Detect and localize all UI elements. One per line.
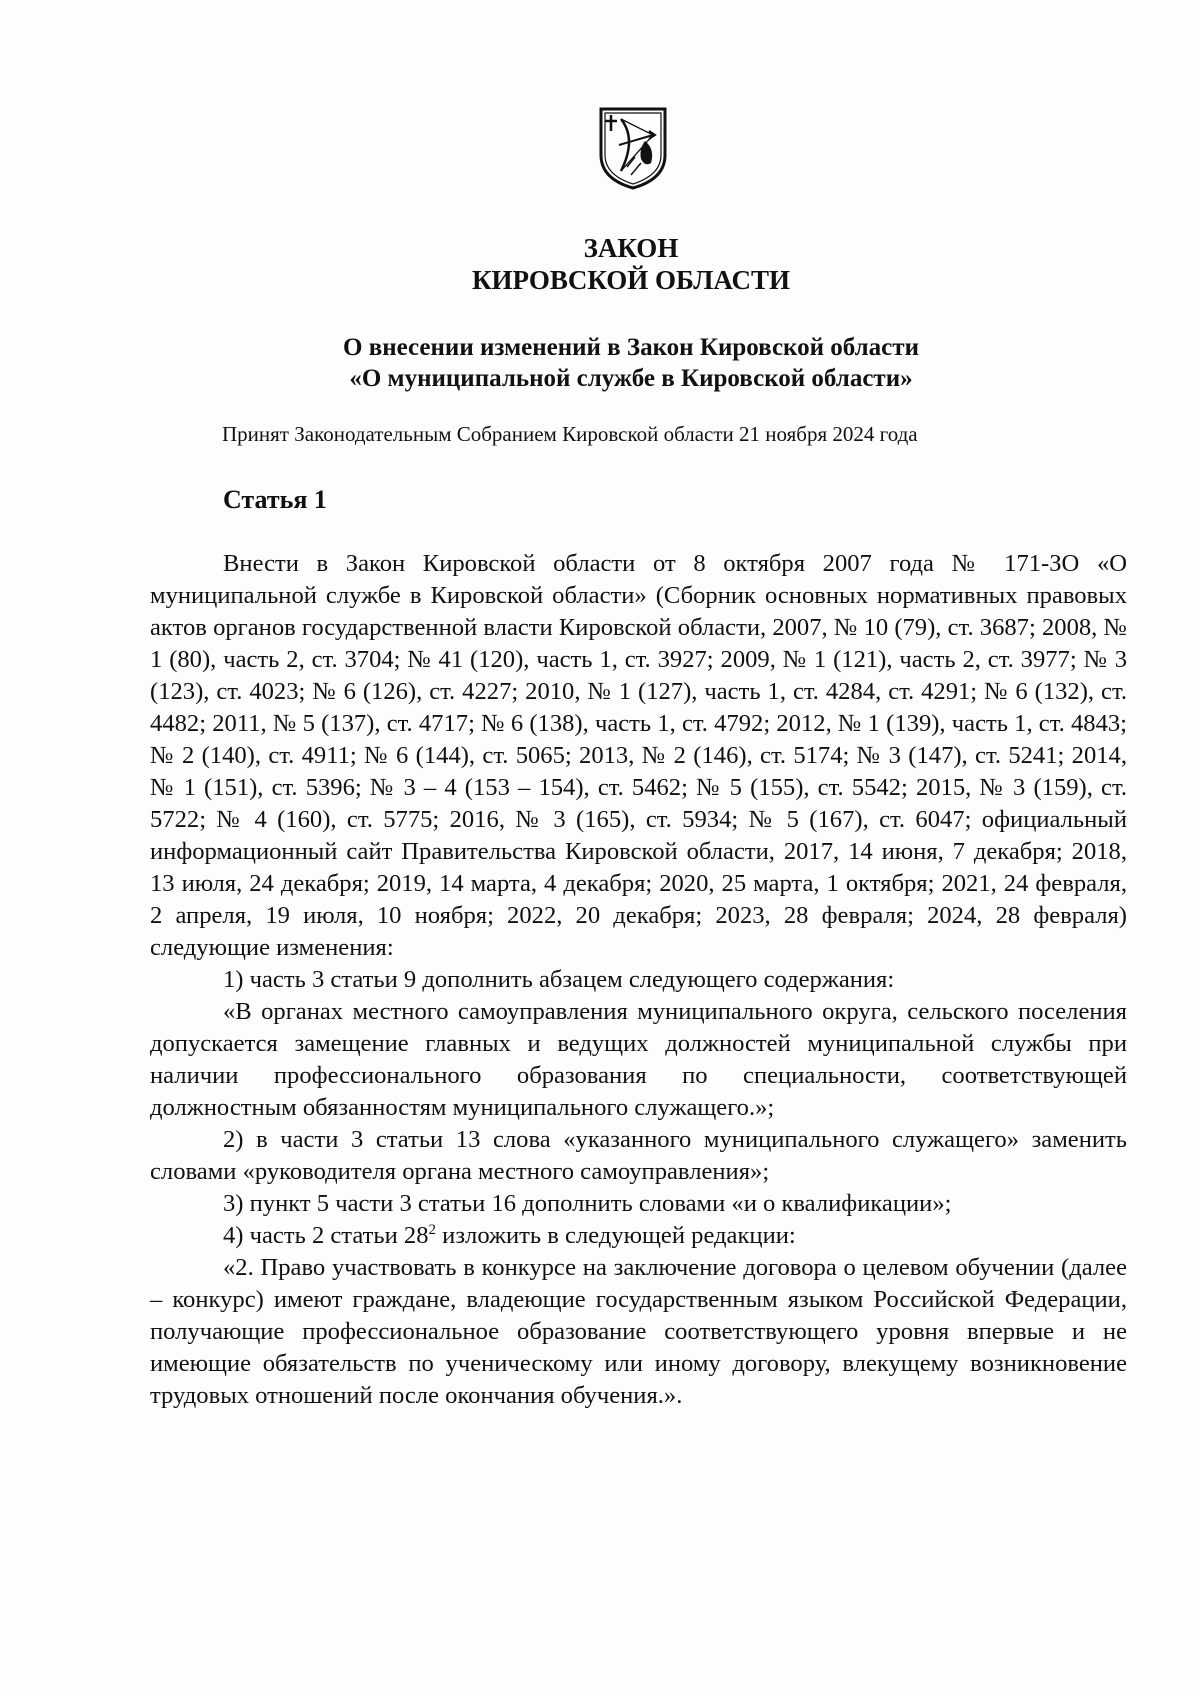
amendment-item-4 bbox=[150, 1220, 1127, 1252]
article-intro-paragraph: Внести в Закон Кировской области от 8 октября 2007 года № 171-ЗО «О муниципальной службе в Кировской области» (Сборник основных нормативных правовых актов органов государственной власти Кировской области, 2007, № 10 (79), ст. 3687; 2008, № 1 (80), часть 2, ст. 3704; № 41 (120), часть 1, ст. 3927; 2009, № 1 (121), часть 2, ст. 3977; № 3 (123), ст. 4023; № 6 (126), ст. 4227; 2010, № 1 (127), часть 1, ст. 4284, ст. 4291; № 6 (132), ст. 4482; 2011, № 5 (137), ст. 4717; № 6 (138), часть 1, ст. 4792; 2012, № 1 (139), часть 1, ст. 4843; № 2 (140), ст. 4911; № 6 (144), ст. 5065; 2013, № 2 (146), ст. 5174; № 3 (147), ст. 5241; 2014, № 1 (151), ст. 5396; № 3 – 4 (153 – 154), ст. 5462; № 5 (155), ст. 5542; 2015, № 3 (159), ст. 5722; № 4 (160), ст. 5775; 2016, № 3 (165), ст. 5934; № 5 (167), ст. 6047; официальный информационный сайт Правительства Кировской области, 2017, 14 июня, 7 декабря; 2018, 13 июля, 24 декабря; 2019, 14 марта, 4 декабря; 2020, 25 марта, 1 октября; 2021, 24 февраля, 2 апреля, 19 июля, 10 ноября; 2022, 20 декабря; 2023, 28 февраля; 2024, 28 февраля) следующие изменения: bbox=[150, 550, 1127, 961]
amendment-item-4-text: 4) часть 2 статьи 28 bbox=[223, 1222, 429, 1249]
document-subtitle-law-name: «О муниципальной службе в Кировской области» bbox=[349, 365, 913, 392]
amendment-item-1: 1) часть 3 статьи 9 дополнить абзацем следующего содержания: bbox=[223, 966, 895, 993]
article-heading: Статья 1 bbox=[223, 485, 327, 514]
amendment-item-3: 3) пункт 5 части 3 статьи 16 дополнить словами «и о квалификации»; bbox=[223, 1190, 952, 1217]
kirov-coat-of-arms-icon bbox=[597, 105, 669, 191]
amendment-item-2: 2) в части 3 статьи 13 слова «указанного муниципального служащего» заменить словами «руководителя органа местного самоуправления»; bbox=[150, 1126, 1127, 1185]
superscript-number: 2 bbox=[428, 1221, 437, 1238]
amendment-item-4-text-end: изложить в следующей редакции: bbox=[436, 1222, 796, 1249]
amendment-item-1-quote: «В органах местного самоуправления муниципального округа, сельского поселения допускается замещение главных и ведущих должностей муниципальной службы при наличии профессионального образования по специальности, соответствующей должностным обязанностям муниципального служащего.»; bbox=[150, 998, 1127, 1121]
adoption-line: Принят Законодательным Собранием Кировской области 21 ноября 2024 года bbox=[222, 422, 918, 446]
article-body bbox=[150, 548, 1127, 1412]
document-title: ЗАКОН bbox=[583, 233, 679, 263]
document-subtitle: О внесении изменений в Закон Кировской области bbox=[343, 334, 919, 361]
document-title-region: КИРОВСКОЙ ОБЛАСТИ bbox=[471, 265, 791, 295]
amendment-item-4-quote: «2. Право участвовать в конкурсе на заключение договора о целевом обучении (далее – конкурс) имеют граждане, владеющие государственным языком Российской Федерации, получающие профессиональное образование соответствующего уровня впервые и не имеющие обязательств по ученическому или иному договору, влекущему возникновение трудовых отношений после окончания обучения.». bbox=[150, 1254, 1127, 1409]
